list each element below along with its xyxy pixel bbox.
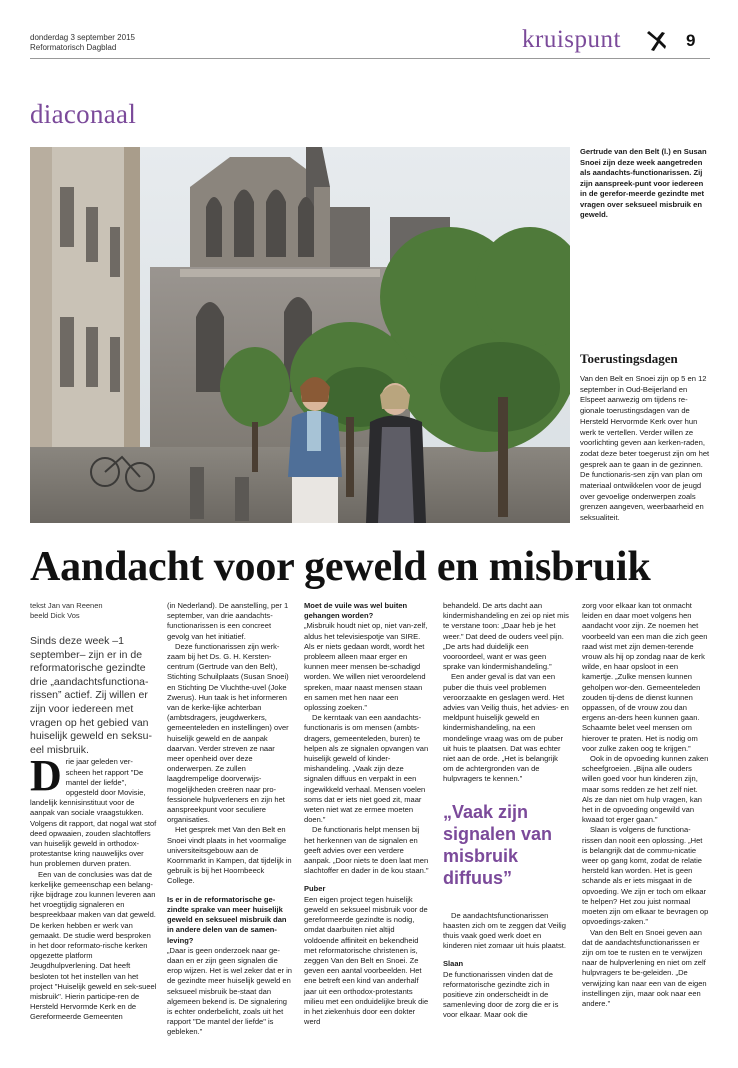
byline-photo: beeld Dick Vos [30, 611, 80, 620]
page-header-meta [30, 33, 135, 53]
article-paragraph: De aandachtsfunctionarissen haasten zich om te zeggen dat Veilig thuis vaak goed werk doet en kinderen niet zomaar uit huis plaatst. [443, 910, 566, 951]
article-paragraph: Het gesprek met Van den Belt en Snoei vindt plaats in het voormalige universiteitsgebouw aan de Koornmarkt in Kampen, dat tijdelijk in gebruik is bij het Hoornbeeck College. [167, 825, 292, 886]
article-column-5 [582, 601, 709, 1009]
pull-quote: „Vaak zijn signalen van misbruik diffuus” [443, 801, 553, 888]
issue-date: donderdag 3 september 2015 [30, 33, 135, 42]
article-paragraph: Een ander geval is dat van een puber die thuis veel problemen veroorzaakte en geslagen werd. Het advies van Veilig thuis, het advies- en meldpunt huiselijk geweld en kindermishandeling, na een mondelinge vraag was om de puber uit huis te plaatsen. Dat was echter niet aan de orde. „Het is belangrijk om de achtergronden van de hulpvragers te kennen.” [443, 672, 569, 784]
article-paragraph: „Misbruik houdt niet op, niet van-zelf, aldus het televisiespotje van SIRE. Als er niets gedaan wordt, wordt het probleem alleen maar erger en kunnen meer mensen be-schadigd worden. We willen niet veroordelend spreken, maar naast mensen staan en samen met hen naar een oplossing zoeken.” [304, 621, 428, 713]
section-label: diaconaal [30, 99, 137, 129]
article-photo [30, 147, 570, 523]
article-paragraph: behandeld. De arts dacht aan kindermishandeling en zei op niet mis te verstane toon: „Daar heb je het weer.” Dat deed de ouders veel pijn. „De arts had duidelijk een vooroordeel, want er was geen sprake van kindermishandeling.” [443, 601, 569, 672]
cross-logo-icon [645, 30, 667, 52]
article-headline: Aandacht voor geweld en misbruik [30, 544, 651, 590]
article-intro: Sinds deze week –1 september– zijn er in de reformatorische gezindte drie „aandachtsfunctiona-rissen” actief. Zij willen er zijn voor iedereen met vragen op het gebied van huiselijk geweld en seksu-eel misbruik. [30, 635, 152, 756]
article-paragraph: Ook in de opvoeding kunnen zaken scheefgroeien. „Bijna alle ouders willen goed voor hun kinderen zijn, maar soms redden ze het zelf niet. Als ze dan niet om hulp vragen, kan het in de opvoeding ongewild van kwaad tot erger gaan.” [582, 754, 709, 825]
article-column-3 [304, 601, 431, 1027]
article-paragraph: Slaan is volgens de functiona-rissen dan nooit een oplossing. „Het is belangrijk dat de commu-nicatie weer op gang komt, zodat de relatie hersteld kan worden. Het is geen schande als er iets misgaat in de opvoeding. We zijn er toch om elkaar te helpen? Het zou juist normaal moeten zijn om elkaar te bevragen op opvoedings-zaken.” [582, 825, 709, 927]
publication-name: Reformatorisch Dagblad [30, 43, 117, 52]
page-number: 9 [686, 31, 696, 50]
byline-text: tekst Jan van Reenen [30, 601, 103, 610]
photo-illustration [30, 147, 570, 523]
article-paragraph [30, 751, 157, 869]
header-divider [30, 58, 710, 59]
article-column-2 [167, 601, 294, 1038]
drop-cap: D [30, 751, 62, 801]
sidebar-body: Van den Belt en Snoei zijn op 5 en 12 september in Oud-Beijerland en Elspeet aanwezig om tijdens re-gionale toerustingsdagen van de Hersteld Hervormde Kerk over hun werk te vertellen. Verder willen ze voorlichting geven aan kerken-raden, zodat deze beter toegerust zijn om het gesprek aan te gaan in de gezinnen. De functionaris-sen zijn van plan om materiaal ontwikkelen voor de jeugd over gevoelige onderwerpen zoals grenzen aangeven, weerbaarheid en seksualiteit. [580, 374, 710, 523]
article-column-4 [443, 601, 570, 1021]
article-paragraph: De kerntaak van een aandachts-functionaris is om mensen (ambts-dragers, gemeenteleden, buren) te helpen als ze signalen opvangen van huiselijk geweld of kinder-mishandeling. „Vaak zijn deze signalen diffuus en verpakt in een ingewikkeld verhaal. Mensen voelen soms dat er iets niet goed zit, maar weten niet wat ze ermee moeten doen.” [304, 713, 429, 825]
article-paragraph: De functionaris helpt mensen bij het herkennen van de signalen en geeft advies over een verdere aanpak. „Door niets te doen laat men slachtoffer en dader in de kou staan.” [304, 825, 429, 876]
article-paragraph: Een eigen project tegen huiselijk geweld en seksueel misbruik voor de gereformeerde gezindte is nodig, omdat daarbuiten niet altijd voldoende affiniteit en bekendheid met reformatorische christenen is, zeggen Van den Belt en Snoei. Ze geven een aantal voorbeelden. Het ene betreft een kind van anderhalf jaar uit een orthodox-protestants milieu met een onduidelijke breuk die in het ziekenhuis door een dokter werd [304, 894, 429, 1027]
article-paragraph: De functionarissen vinden dat de reformatorische gezindte zich in positieve zin onderscheidt in de samenleving door de zorg die er is voor elkaar. Maar ook die [443, 969, 559, 1020]
interview-question: Moet de vuile was wel buiten gehangen worden? [304, 601, 408, 621]
photo-caption: Gertrude van den Belt (l.) en Susan Snoei zijn deze week aangetreden als aandachts-functionarissen. Zij zijn aanspreek-punt voor iedereen in de gerefor-meerde gezindte met vragen over seksueel misbruik en geweld. [580, 147, 707, 219]
subheading: Slaan [443, 959, 464, 969]
article-paragraph: „Daar is geen onderzoek naar ge-daan en er zijn geen signalen die erop wijzen. Het is wel zeker dat er in de gezindte meer huiselijk geweld en seksueel misbruik be-staat dan algemeen bekend is. De signalering is echter onderbelicht, zoals uit het rapport "De mantel der liefde" is gebleken.” [167, 945, 292, 1037]
article-paragraph: zorg voor elkaar kan tot onmacht leiden en daar moet volgens hen aandacht voor zijn. Ze noemen het voorbeeld van een man die zich geen raad wist met zijn demen-terende vrouw als hij op zondag naar de kerk wilde, en haar opsloot in een kamertje. „Zulke mensen kunnen geholpen wor-den. Gemeenteleden zouden tij-dens de dienst kunnen oppassen, of de vrouw zou dan ergens an-ders heen kunnen gaan. Schaamte belet veel mensen om hierover te praten. Het is nodig om voor zulke zaken oog te krijgen.” [582, 601, 708, 753]
article-paragraph: Deze functionarissen zijn werk-zaam bij het Ds. G. H. Kersten-centrum (Gertrude van den Belt), Stichting Schuilplaats (Susan Snoei) en Stichting De Vluchthe-uvel (Joke Zwerus). Hun taak is het informeren van de kerke-lijke achterban (ambtsdragers, jeugdwerkers, gemeenteleden en instellingen) over huiselijk geweld en de aanpak daarvan. Verder streven ze naar meer openheid over deze onderwerpen. Ze zullen laagdrempelige doorverwijs-mogelijkheden creëren naar pro-fessionele hulpverleners en zijn het aanspreekpunt voor seculiere organisaties. [167, 641, 289, 825]
interview-question: Is er in de reformatorische ge-zindte sprake van meer huiselijk geweld en seksueel misbruik dan in andere delen van de samen-leving? [167, 894, 287, 945]
article-paragraph: Van den Belt en Snoei geven aan dat de aandachtsfunctionarissen er zijn om toe te rusten en te verwijzen naar de hulpverlening en niet om zelf hulpvragers te be-geleiden. „De verwijzing kan naar een van de eigen instellingen zijn, maar ook naar een andere.” [582, 927, 707, 1008]
article-column-1 [30, 601, 157, 1023]
subheading: Puber [304, 884, 326, 894]
paragraph-text: rie jaar geleden ver-scheen het rapport "De mantel der liefde", opgesteld door Movisie, landelijk kennisinstituut voor de aanpak van sociale vraagstukken. Volgens dit rapport, dat nogal wat stof deed opwaaien, zouden slachtoffers van huiselijk geweld in orthodox-protestantse kring nauwelijks over hun problemen durven praten. [30, 757, 157, 869]
article-paragraph: Een van de conclusies was dat de kerkelijke gemeenschap een belang-rijke bijdrage zou kunnen leveren aan het vroegtijdig signaleren en bespreekbaar maken van dat geweld. De kerken hebben er werk van gemaakt. De studie werd besproken in het door reformato-rische kerken opgezette platform Jeugdhulpverlening. Dat heeft besloten tot het instellen van het project "Huiselijk geweld en sek-sueel misbruik". Hierin participe-ren de Hersteld Hervormde Kerk en de Gereformeerde Gemeenten [30, 869, 157, 1022]
byline [30, 601, 157, 621]
article-paragraph: (in Nederland). De aanstelling, per 1 september, van drie aandachts-functionarissen is een concreet gevolg van het initiatief. [167, 601, 289, 641]
rubric-title: kruispunt [522, 26, 621, 53]
sidebar-heading: Toerustingsdagen [580, 351, 678, 366]
